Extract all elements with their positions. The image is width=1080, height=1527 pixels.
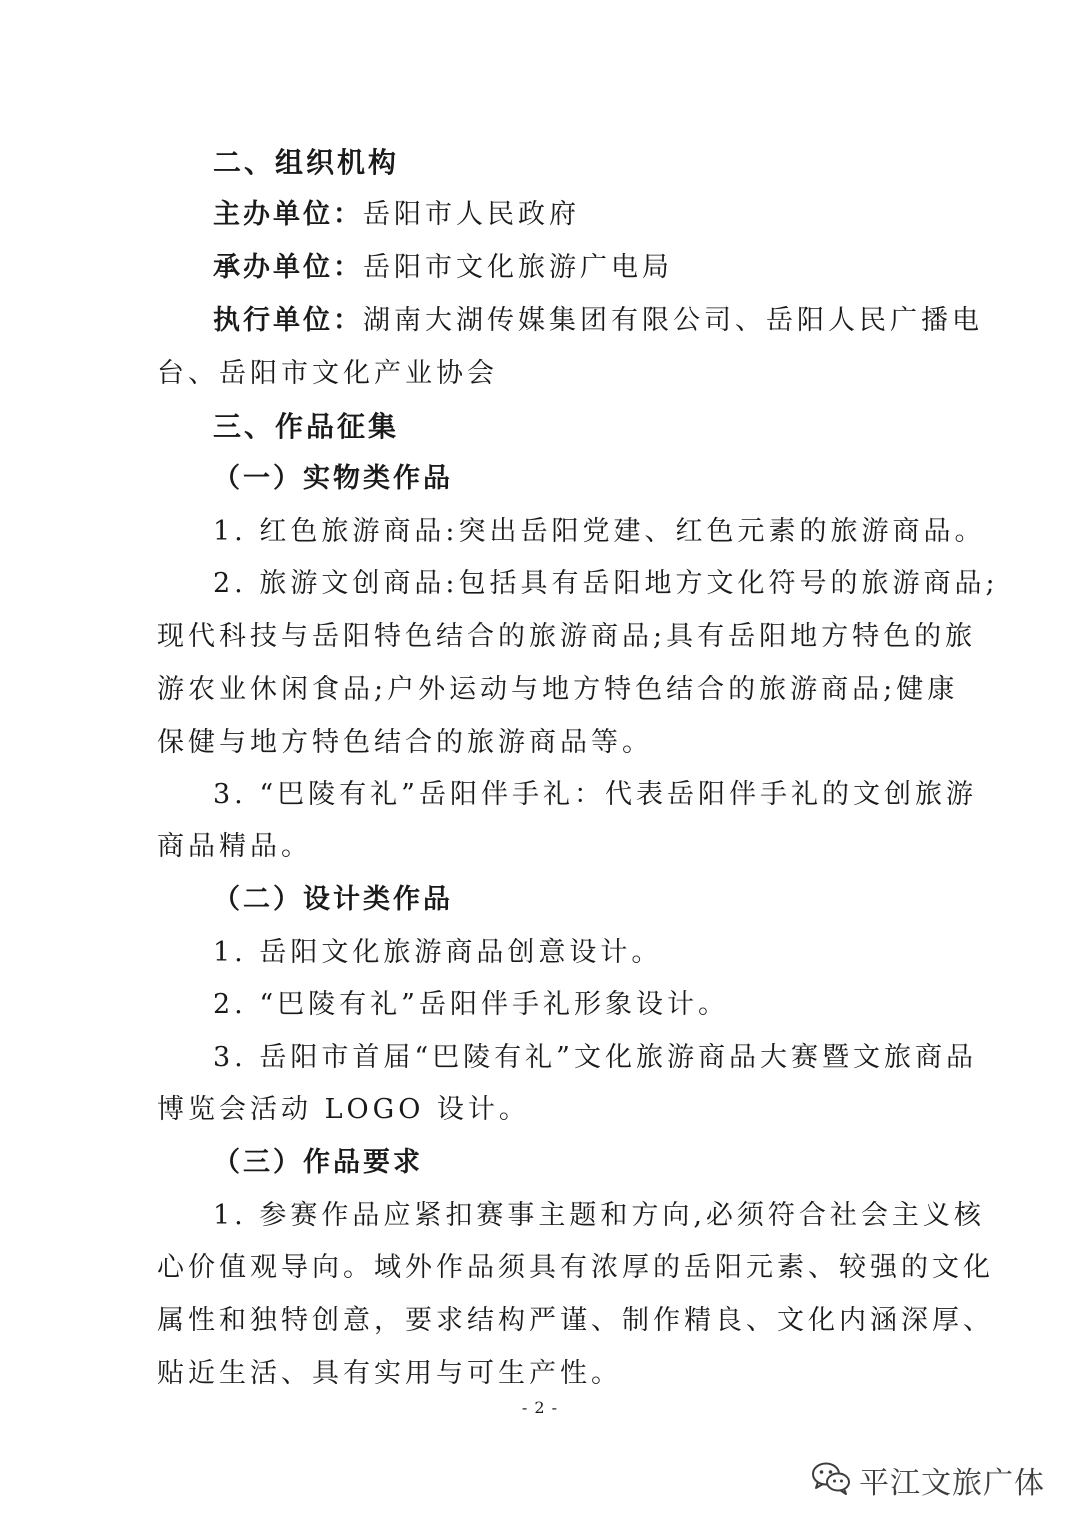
- physical-item-3-line-1: 3. “巴陵有礼”岳阳伴手礼：代表岳阳伴手礼的文创旅游: [213, 779, 977, 810]
- executor-line: [213, 303, 993, 339]
- organizer-line: [213, 250, 993, 286]
- organizer-value: 岳阳市文化旅游广电局: [363, 252, 673, 283]
- heading-requirements: （三）作品要求: [213, 1147, 423, 1178]
- physical-item-2-line-2: 现代科技与岳阳特色结合的旅游商品;具有岳阳地方特色的旅: [157, 621, 977, 652]
- requirement-1-line-3: 属性和独特创意，要求结构严谨、制作精良、文化内涵深厚、: [157, 1305, 994, 1336]
- wechat-icon: [811, 1460, 851, 1500]
- requirement-1-line-2: 心价值观导向。域外作品须具有浓厚的岳阳元素、较强的文化: [157, 1252, 994, 1283]
- page-number: - 2 -: [521, 1398, 559, 1417]
- host-value: 岳阳市人民政府: [363, 199, 580, 230]
- design-item-1: 1. 岳阳文化旅游商品创意设计。: [213, 937, 663, 968]
- host-label: 主办单位：: [213, 199, 363, 230]
- host-line: [213, 197, 993, 233]
- requirement-1-line-4: 贴近生活、具有实用与可生产性。: [157, 1358, 622, 1389]
- design-item-3-line-1: 3. 岳阳市首届“巴陵有礼”文化旅游商品大赛暨文旅商品: [213, 1042, 977, 1073]
- executor-label: 执行单位：: [213, 305, 363, 336]
- physical-item-1: 1. 红色旅游商品:突出岳阳党建、红色元素的旅游商品。: [213, 516, 986, 547]
- watermark-text: 平江文旅广体: [859, 1466, 1045, 1501]
- heading-physical: （一）实物类作品: [213, 463, 453, 494]
- design-item-2: 2. “巴陵有礼”岳阳伴手礼形象设计。: [213, 989, 729, 1020]
- heading-works: 三、作品征集: [213, 410, 400, 443]
- physical-item-2-line-4: 保健与地方特色结合的旅游商品等。: [157, 727, 653, 758]
- organizer-label: 承办单位：: [213, 252, 363, 283]
- requirement-1-line-1: 1. 参赛作品应紧扣赛事主题和方向,必须符合社会主义核: [213, 1200, 985, 1231]
- executor-line-2: 台、岳阳市文化产业协会: [157, 358, 498, 389]
- watermark: [811, 1458, 1045, 1502]
- heading-design: （二）设计类作品: [213, 884, 453, 915]
- physical-item-3-line-2: 商品精品。: [157, 831, 312, 862]
- physical-item-2-line-1: 2. 旅游文创商品:包括具有岳阳地方文化符号的旅游商品;: [213, 568, 999, 599]
- heading-organization: 二、组织机构: [213, 146, 400, 179]
- executor-value: 湖南大湖传媒集团有限公司、岳阳人民广播电: [363, 305, 983, 336]
- design-item-3-line-2: 博览会活动 LOGO 设计。: [157, 1094, 530, 1125]
- physical-item-2-line-3: 游农业休闲食品;户外运动与地方特色结合的旅游商品;健康: [157, 674, 959, 705]
